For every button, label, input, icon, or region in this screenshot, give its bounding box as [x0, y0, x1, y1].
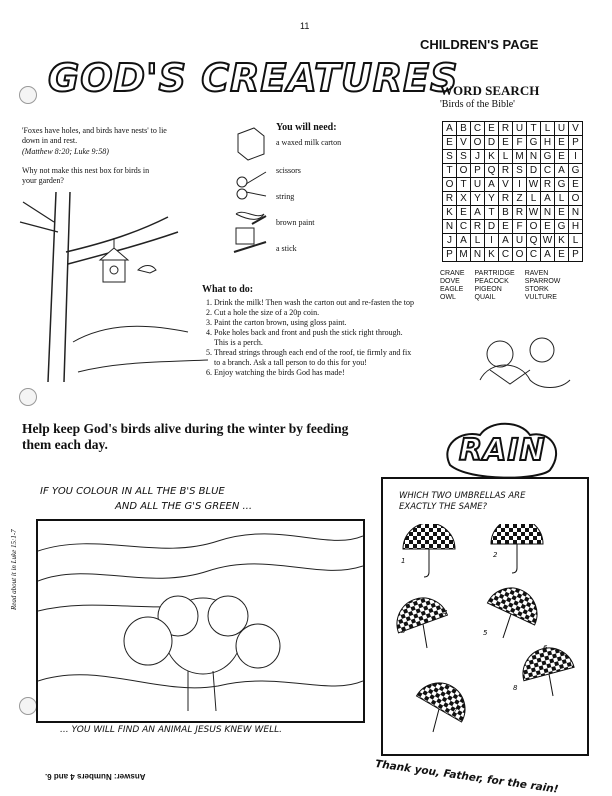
wordsearch-cell: U — [555, 122, 569, 136]
wordsearch-cell: R — [499, 122, 513, 136]
wordsearch-cell: C — [541, 164, 555, 178]
wordsearch-cell: M — [457, 248, 471, 262]
wordsearch-cell: E — [555, 150, 569, 164]
wordsearch-cell: K — [485, 248, 499, 262]
wordsearch-cell: Z — [513, 192, 527, 206]
wordsearch-cell: I — [513, 178, 527, 192]
wordsearch-cell: T — [527, 122, 541, 136]
wordsearch-cell: A — [485, 178, 499, 192]
wordsearch-cell: L — [527, 192, 541, 206]
wordsearch-cell: V — [457, 136, 471, 150]
wordsearch-cell: N — [471, 248, 485, 262]
wordsearch-row — [443, 220, 583, 234]
wordsearch-cell: K — [485, 150, 499, 164]
colouring-bottom-text: ... YOU WILL FIND AN ANIMAL JESUS KNEW WELL. — [60, 725, 282, 735]
wordsearch-cell: O — [457, 164, 471, 178]
punch-hole-bottom — [19, 697, 37, 715]
help-birds-text: Help keep God's birds alive during the winter by feeding them each day. — [22, 421, 349, 452]
wordlist-word: OWL — [440, 294, 456, 301]
colouring-picture — [36, 519, 365, 723]
wordsearch-cell: L — [555, 192, 569, 206]
wordsearch-cell: W — [541, 234, 555, 248]
wordlist-word: QUAIL — [474, 294, 496, 301]
wordsearch-cell: J — [443, 234, 457, 248]
umbrella — [487, 579, 545, 638]
wordsearch-grid — [442, 121, 583, 262]
umbrellas-illustration — [393, 524, 583, 749]
rain-question: WHICH TWO UMBRELLAS ARE EXACTLY THE SAME? — [399, 491, 526, 512]
punch-hole-middle — [19, 388, 37, 406]
wordsearch-cell: E — [457, 206, 471, 220]
wordsearch-cell: A — [541, 248, 555, 262]
wordsearch-cell: A — [471, 206, 485, 220]
wordsearch-cell: E — [485, 122, 499, 136]
wordsearch-cell: R — [541, 178, 555, 192]
wordsearch-cell: K — [443, 206, 457, 220]
todo-step: 1. Drink the milk! Then wash the carton out and re-fasten the top — [214, 298, 414, 308]
wordsearch-cell: S — [443, 150, 457, 164]
wordsearch-cell: E — [443, 136, 457, 150]
wordsearch-cell: W — [527, 178, 541, 192]
wordsearch-cell: K — [555, 234, 569, 248]
wordsearch-row — [443, 234, 583, 248]
wordsearch-cell: G — [555, 178, 569, 192]
wordsearch-cell: F — [513, 220, 527, 234]
wordlist-word: SPARROW — [524, 278, 561, 285]
umbrella-label: 7 — [453, 707, 458, 715]
page-header: CHILDREN'S PAGE — [420, 37, 539, 52]
wordsearch-cell: B — [457, 122, 471, 136]
need-item: brown paint — [276, 218, 315, 227]
wordlist-word: RAVEN — [524, 270, 549, 277]
umbrella — [491, 524, 543, 573]
wordsearch-cell: O — [471, 136, 485, 150]
wordsearch-cell: N — [569, 206, 583, 220]
wordsearch-cell: A — [443, 122, 457, 136]
wordlist-row — [440, 270, 570, 278]
wordsearch-cell: G — [527, 136, 541, 150]
wordlist-row — [440, 278, 570, 286]
todo-step: 3. Paint the carton brown, using gloss paint. — [214, 318, 414, 328]
wordsearch-cell: V — [569, 122, 583, 136]
wordsearch-cell: S — [513, 164, 527, 178]
answer-upside-down: Answer: Numbers 4 and 6. — [45, 772, 146, 781]
wordsearch-row — [443, 206, 583, 220]
umbrella-label: 8 — [513, 684, 518, 692]
wordsearch-cell: Y — [471, 192, 485, 206]
wordsearch-cell: R — [443, 192, 457, 206]
todo-step: 4. Poke holes back and front and push the stick right through. This is a perch. — [214, 328, 414, 348]
wordsearch-cell: C — [527, 248, 541, 262]
page-title: GOD'S CREATURES — [48, 56, 459, 100]
wordsearch-cell: A — [457, 234, 471, 248]
wordlist-row — [440, 294, 570, 302]
wordsearch-cell: R — [471, 220, 485, 234]
wordsearch-row — [443, 164, 583, 178]
wordsearch-cell: E — [555, 206, 569, 220]
wordsearch-cell: L — [471, 234, 485, 248]
need-item: a stick — [276, 244, 297, 253]
umbrella-label: 1 — [401, 557, 406, 565]
wordsearch-cell: Q — [485, 164, 499, 178]
wordlist-word: EAGLE — [440, 286, 464, 293]
wordsearch-cell: E — [555, 248, 569, 262]
umbrella — [403, 524, 455, 577]
wordlist-word: STORK — [524, 286, 549, 293]
wordsearch-cell: G — [541, 150, 555, 164]
wordsearch-cell: R — [499, 192, 513, 206]
wordsearch-cell: A — [541, 192, 555, 206]
wordsearch-cell: H — [541, 136, 555, 150]
wordsearch-subheading: 'Birds of the Bible' — [440, 99, 515, 110]
wordlist-word: PEACOCK — [474, 278, 509, 285]
rain-thanks: Thank you, Father, for the rain! — [374, 758, 560, 796]
quote: 'Foxes have holes, and birds have nests' to lie down in and rest. — [22, 126, 167, 145]
wordsearch-cell: T — [485, 206, 499, 220]
children-reading-illustration — [460, 330, 580, 400]
wordsearch-cell: U — [513, 234, 527, 248]
todo-step: 5. Thread strings through each end of the roof, tie firmly and fix to a branch. Ask a tall person to do this for you! — [214, 348, 414, 368]
todo-steps — [202, 298, 414, 378]
wordsearch-cell: P — [569, 248, 583, 262]
wordlist-row — [440, 286, 570, 294]
quote-reference: (Matthew 8:20; Luke 9:58) — [22, 147, 109, 156]
todo-heading: What to do: — [202, 284, 254, 295]
wordsearch-cell: M — [513, 150, 527, 164]
wordsearch-cell: S — [457, 150, 471, 164]
wordsearch-cell: P — [443, 248, 457, 262]
need-item: a waxed milk carton — [276, 138, 342, 147]
colouring-instruction-1: IF YOU COLOUR IN ALL THE B'S BLUE — [40, 486, 225, 497]
tree-nestbox-illustration — [18, 192, 218, 382]
question: Why not make this nest box for birds in your garden? — [22, 166, 150, 185]
wordsearch-cell: O — [569, 192, 583, 206]
wordlist-word: DOVE — [440, 278, 460, 285]
wordsearch-row — [443, 122, 583, 136]
colouring-side-note: Read about it in Luke 15:1-7 — [10, 529, 18, 610]
todo-step: 2. Cut a hole the size of a 20p coin. — [214, 308, 414, 318]
umbrella-label: 3 — [401, 627, 406, 635]
umbrella — [416, 673, 474, 732]
wordsearch-cell: T — [457, 178, 471, 192]
wordsearch-cell: J — [471, 150, 485, 164]
wordsearch-cell: I — [485, 234, 499, 248]
wordsearch-cell: I — [569, 150, 583, 164]
wordsearch-cell: N — [541, 206, 555, 220]
wordlist-word: PARTRIDGE — [474, 270, 515, 277]
colouring-drawing — [38, 521, 363, 721]
wordsearch-cell: D — [527, 164, 541, 178]
wordsearch-cell: Y — [485, 192, 499, 206]
wordsearch-cell: R — [513, 206, 527, 220]
wordsearch-cell: T — [443, 164, 457, 178]
wordsearch-cell: O — [527, 220, 541, 234]
wordsearch-cell: G — [555, 220, 569, 234]
wordlist-word: PIGEON — [474, 286, 502, 293]
wordsearch-cell: N — [443, 220, 457, 234]
wordsearch-cell: X — [457, 192, 471, 206]
wordsearch-cell: V — [499, 178, 513, 192]
wordsearch-cell: C — [457, 220, 471, 234]
wordsearch-cell: P — [471, 164, 485, 178]
wordsearch-cell: N — [527, 150, 541, 164]
wordsearch-cell: L — [541, 122, 555, 136]
wordsearch-cell: A — [555, 164, 569, 178]
umbrella-label: 5 — [483, 629, 488, 637]
wordsearch-cell: E — [499, 136, 513, 150]
wordlist-word: CRANE — [440, 270, 465, 277]
wordsearch-cell: H — [569, 220, 583, 234]
todo-step: 6. Enjoy watching the birds God has made! — [214, 368, 414, 378]
wordsearch-row — [443, 248, 583, 262]
rain-puzzle-box — [381, 477, 589, 756]
wordsearch-cell: C — [471, 122, 485, 136]
wordsearch-row — [443, 150, 583, 164]
wordsearch-cell: F — [513, 136, 527, 150]
wordsearch-cell: R — [499, 164, 513, 178]
wordsearch-row — [443, 178, 583, 192]
wordsearch-cell: E — [499, 220, 513, 234]
punch-hole-top — [19, 86, 37, 104]
umbrella-label: 4 — [443, 609, 448, 617]
wordsearch-row — [443, 192, 583, 206]
wordsearch-cell: W — [527, 206, 541, 220]
materials-illustration — [230, 124, 272, 264]
umbrella-label: 6 — [543, 644, 548, 652]
rain-title: RAIN — [459, 433, 546, 468]
umbrella-label: 2 — [493, 551, 498, 559]
wordsearch-cell: D — [485, 220, 499, 234]
wordsearch-heading: WORD SEARCH — [440, 83, 540, 98]
wordsearch-cell: B — [499, 206, 513, 220]
need-heading: You will need: — [276, 122, 337, 133]
wordsearch-cell: O — [443, 178, 457, 192]
wordsearch-cell: C — [499, 248, 513, 262]
umbrella — [393, 591, 447, 648]
wordsearch-cell: P — [569, 136, 583, 150]
page-number: 11 — [300, 21, 310, 31]
need-item: scissors — [276, 166, 301, 175]
wordsearch-row — [443, 136, 583, 150]
wordsearch-cell: D — [485, 136, 499, 150]
wordsearch-cell: O — [513, 248, 527, 262]
wordsearch-cell: E — [541, 220, 555, 234]
wordsearch-cell: L — [569, 234, 583, 248]
wordsearch-cell: E — [569, 178, 583, 192]
wordsearch-cell: Q — [527, 234, 541, 248]
wordsearch-cell: A — [499, 234, 513, 248]
wordsearch-cell: E — [555, 136, 569, 150]
wordlist-word: VULTURE — [524, 294, 557, 301]
wordsearch-wordlist — [440, 270, 570, 302]
wordsearch-cell: U — [471, 178, 485, 192]
need-item: string — [276, 192, 295, 201]
colouring-instruction-2: AND ALL THE G'S GREEN ... — [115, 501, 253, 512]
wordsearch-cell: U — [513, 122, 527, 136]
wordsearch-cell: L — [499, 150, 513, 164]
wordsearch-cell: G — [569, 164, 583, 178]
